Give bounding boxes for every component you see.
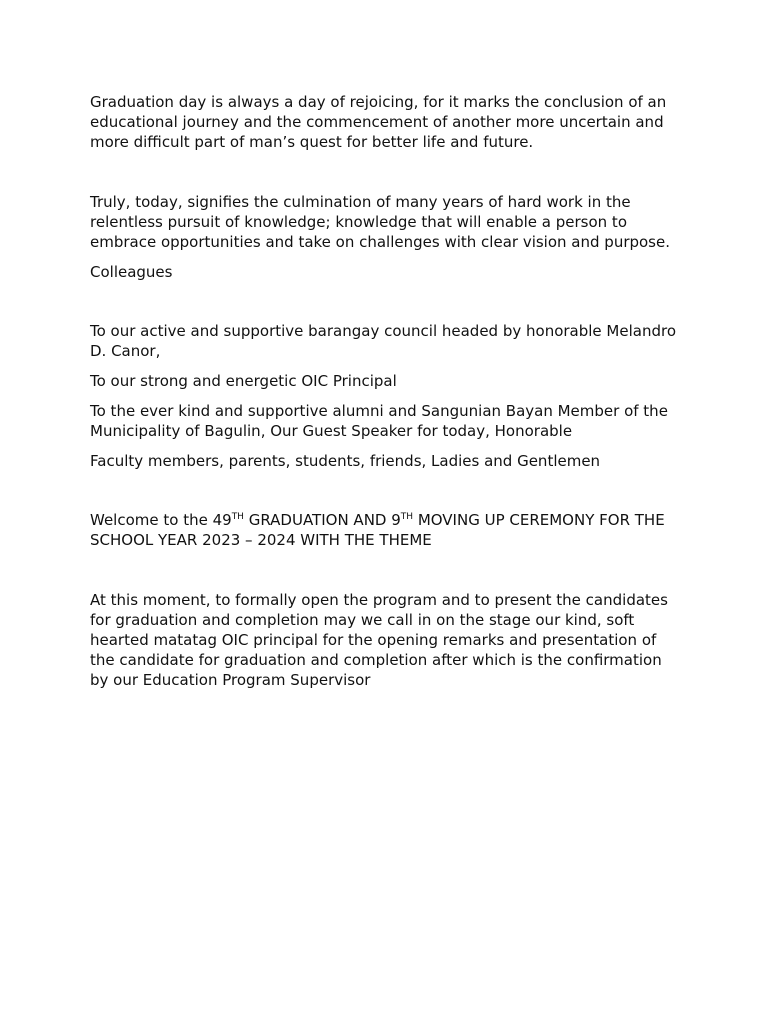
paragraph-program-opening: At this moment, to formally open the program and to present the candidates for graduation and completion may we call in on the stage our kind, soft hearted matatag OIC principal for the opening remarks and presentation of the candidate for graduation and completion after which is the confirmation by our Education Program Supervisor bbox=[90, 591, 668, 689]
paragraph-oic-principal: To our strong and energetic OIC Principal bbox=[90, 372, 397, 390]
welcome-superscript-1: TH bbox=[231, 512, 244, 522]
welcome-text-1: Welcome to the 49 bbox=[90, 511, 232, 529]
paragraph-guest-speaker: To the ever kind and supportive alumni and Sangunian Bayan Member of the Municipality of Bagulin, Our Guest Speaker for today, Honorable bbox=[90, 402, 668, 440]
paragraph-culmination: Truly, today, signifies the culmination of many years of hard work in the relentless pursuit of knowledge; knowledge that will enable a person to embrace opportunities and take on challenges with clear vision and purpose. bbox=[90, 193, 670, 251]
paragraph-colleagues: Colleagues bbox=[90, 263, 173, 281]
welcome-superscript-2: TH bbox=[400, 512, 414, 522]
paragraph-welcome bbox=[90, 510, 680, 550]
paragraph-audience: Faculty members, parents, students, friends, Ladies and Gentlemen bbox=[90, 452, 601, 470]
paragraph-barangay-council: To our active and supportive barangay council headed by honorable Melandro D. Canor, bbox=[90, 322, 677, 360]
welcome-text-2: GRADUATION AND 9 bbox=[243, 511, 401, 529]
paragraph-opening: Graduation day is always a day of rejoicing, for it marks the conclusion of an educational journey and the commencement of another more uncertain and more difficult part of man’s quest for better life and future. bbox=[90, 93, 667, 151]
welcome-text-3: MOVING UP CEREMONY FOR THE SCHOOL YEAR 2023 – 2024 WITH THE THEME bbox=[90, 511, 665, 549]
document-body bbox=[90, 92, 680, 700]
